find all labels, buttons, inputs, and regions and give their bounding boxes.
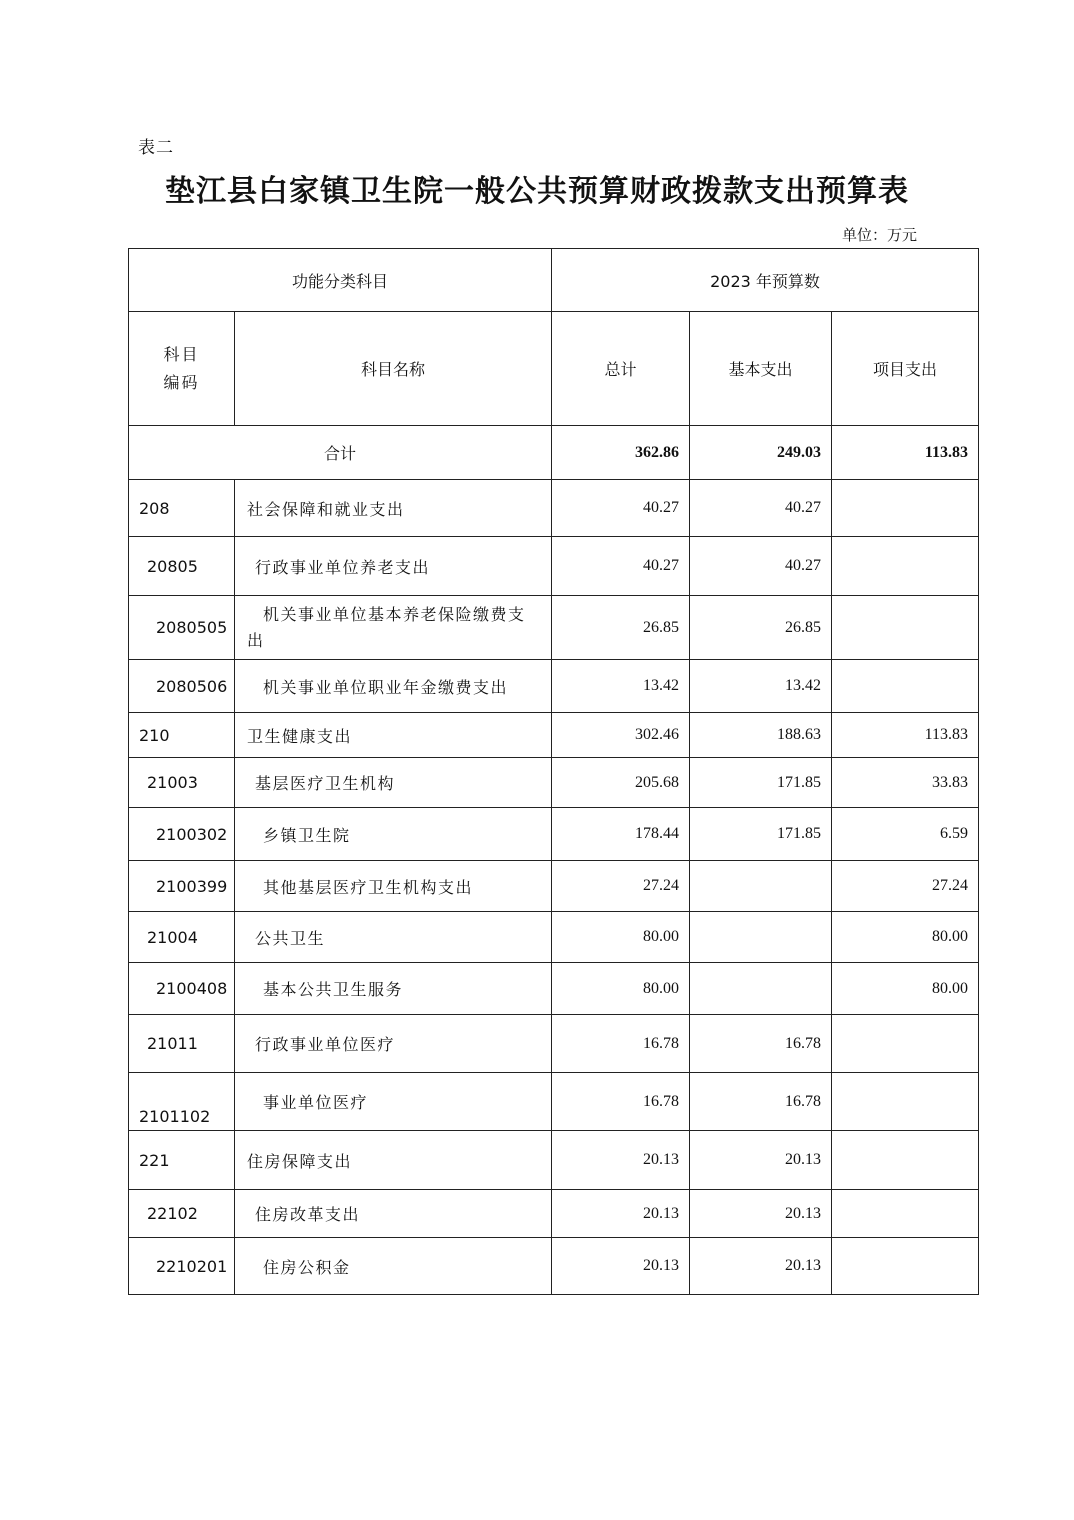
row-code: 208 (129, 480, 235, 537)
row-code: 2100399 (129, 861, 235, 912)
row-code: 21011 (129, 1015, 235, 1073)
row-project: 113.83 (832, 713, 979, 758)
total-label: 合计 (129, 426, 552, 480)
row-project (832, 1238, 979, 1295)
row-basic: 171.85 (690, 758, 832, 808)
row-total: 26.85 (552, 596, 690, 660)
row-name: 住房公积金 (235, 1238, 552, 1295)
row-basic (690, 861, 832, 912)
table-row (129, 596, 979, 660)
row-code: 210 (129, 713, 235, 758)
header-code (129, 312, 235, 426)
table-row (129, 480, 979, 537)
row-name: 公共卫生 (235, 912, 552, 963)
row-project (832, 1073, 979, 1131)
table-row (129, 963, 979, 1015)
row-code: 21003 (129, 758, 235, 808)
row-total: 16.78 (552, 1073, 690, 1131)
row-basic: 26.85 (690, 596, 832, 660)
row-basic: 188.63 (690, 713, 832, 758)
row-project (832, 1190, 979, 1238)
row-code: 21004 (129, 912, 235, 963)
row-basic: 171.85 (690, 808, 832, 861)
total-project: 113.83 (832, 426, 979, 480)
row-project (832, 596, 979, 660)
row-name: 住房改革支出 (235, 1190, 552, 1238)
row-name: 机关事业单位职业年金缴费支出 (235, 660, 552, 713)
row-name: 行政事业单位医疗 (235, 1015, 552, 1073)
row-code: 22102 (129, 1190, 235, 1238)
row-code: 2100302 (129, 808, 235, 861)
row-name: 住房保障支出 (235, 1131, 552, 1190)
row-project: 80.00 (832, 963, 979, 1015)
table-row (129, 1238, 979, 1295)
row-project (832, 480, 979, 537)
table-row (129, 1131, 979, 1190)
table-row (129, 1190, 979, 1238)
row-name (235, 596, 552, 660)
unit-note: 单位：万元 (842, 226, 918, 244)
table-row (129, 1015, 979, 1073)
row-code: 2080506 (129, 660, 235, 713)
row-total: 13.42 (552, 660, 690, 713)
row-code: 2080505 (129, 596, 235, 660)
row-code: 2101102 (129, 1073, 235, 1131)
row-project (832, 660, 979, 713)
total-basic: 249.03 (690, 426, 832, 480)
row-basic: 40.27 (690, 480, 832, 537)
row-total: 80.00 (552, 912, 690, 963)
row-project: 27.24 (832, 861, 979, 912)
page-title: 垫江县白家镇卫生院一般公共预算财政拨款支出预算表 (165, 174, 909, 209)
table-row (129, 808, 979, 861)
row-basic: 16.78 (690, 1015, 832, 1073)
header-column-row (129, 312, 979, 426)
table-row (129, 713, 979, 758)
header-group-row (129, 249, 979, 312)
row-code: 2100408 (129, 963, 235, 1015)
row-basic: 20.13 (690, 1238, 832, 1295)
header-name: 科目名称 (235, 312, 552, 426)
row-basic: 13.42 (690, 660, 832, 713)
budget-table (128, 248, 979, 1295)
row-total: 40.27 (552, 480, 690, 537)
row-total: 27.24 (552, 861, 690, 912)
row-name: 基层医疗卫生机构 (235, 758, 552, 808)
header-total: 总计 (552, 312, 690, 426)
header-code-text: 科目编码 (163, 344, 200, 392)
row-basic (690, 963, 832, 1015)
header-basic: 基本支出 (690, 312, 832, 426)
header-function-classification: 功能分类科目 (129, 249, 552, 312)
row-name: 其他基层医疗卫生机构支出 (235, 861, 552, 912)
row-name: 社会保障和就业支出 (235, 480, 552, 537)
row-total: 20.13 (552, 1131, 690, 1190)
table-row (129, 758, 979, 808)
row-total: 16.78 (552, 1015, 690, 1073)
row-code: 20805 (129, 537, 235, 596)
row-project: 33.83 (832, 758, 979, 808)
row-code: 2210201 (129, 1238, 235, 1295)
row-name: 基本公共卫生服务 (235, 963, 552, 1015)
row-name: 乡镇卫生院 (235, 808, 552, 861)
table-row (129, 912, 979, 963)
row-total: 20.13 (552, 1238, 690, 1295)
row-project (832, 1015, 979, 1073)
table-row (129, 1073, 979, 1131)
row-name: 行政事业单位养老支出 (235, 537, 552, 596)
row-basic: 20.13 (690, 1131, 832, 1190)
row-project (832, 1131, 979, 1190)
row-name: 事业单位医疗 (235, 1073, 552, 1131)
row-name-text: 机关事业单位基本养老保险缴费支出 (247, 604, 526, 650)
row-code: 221 (129, 1131, 235, 1190)
row-total: 20.13 (552, 1190, 690, 1238)
row-name: 卫生健康支出 (235, 713, 552, 758)
row-total: 40.27 (552, 537, 690, 596)
row-project: 80.00 (832, 912, 979, 963)
total-sum: 362.86 (552, 426, 690, 480)
table-row (129, 861, 979, 912)
row-basic: 20.13 (690, 1190, 832, 1238)
row-project (832, 537, 979, 596)
row-basic: 40.27 (690, 537, 832, 596)
row-total: 178.44 (552, 808, 690, 861)
table-number-label: 表二 (138, 138, 174, 158)
row-total: 302.46 (552, 713, 690, 758)
total-row (129, 426, 979, 480)
row-project: 6.59 (832, 808, 979, 861)
row-basic (690, 912, 832, 963)
table-row (129, 660, 979, 713)
header-budget-year: 2023 年预算数 (552, 249, 979, 312)
header-project: 项目支出 (832, 312, 979, 426)
row-total: 205.68 (552, 758, 690, 808)
row-basic: 16.78 (690, 1073, 832, 1131)
row-total: 80.00 (552, 963, 690, 1015)
table-row (129, 537, 979, 596)
